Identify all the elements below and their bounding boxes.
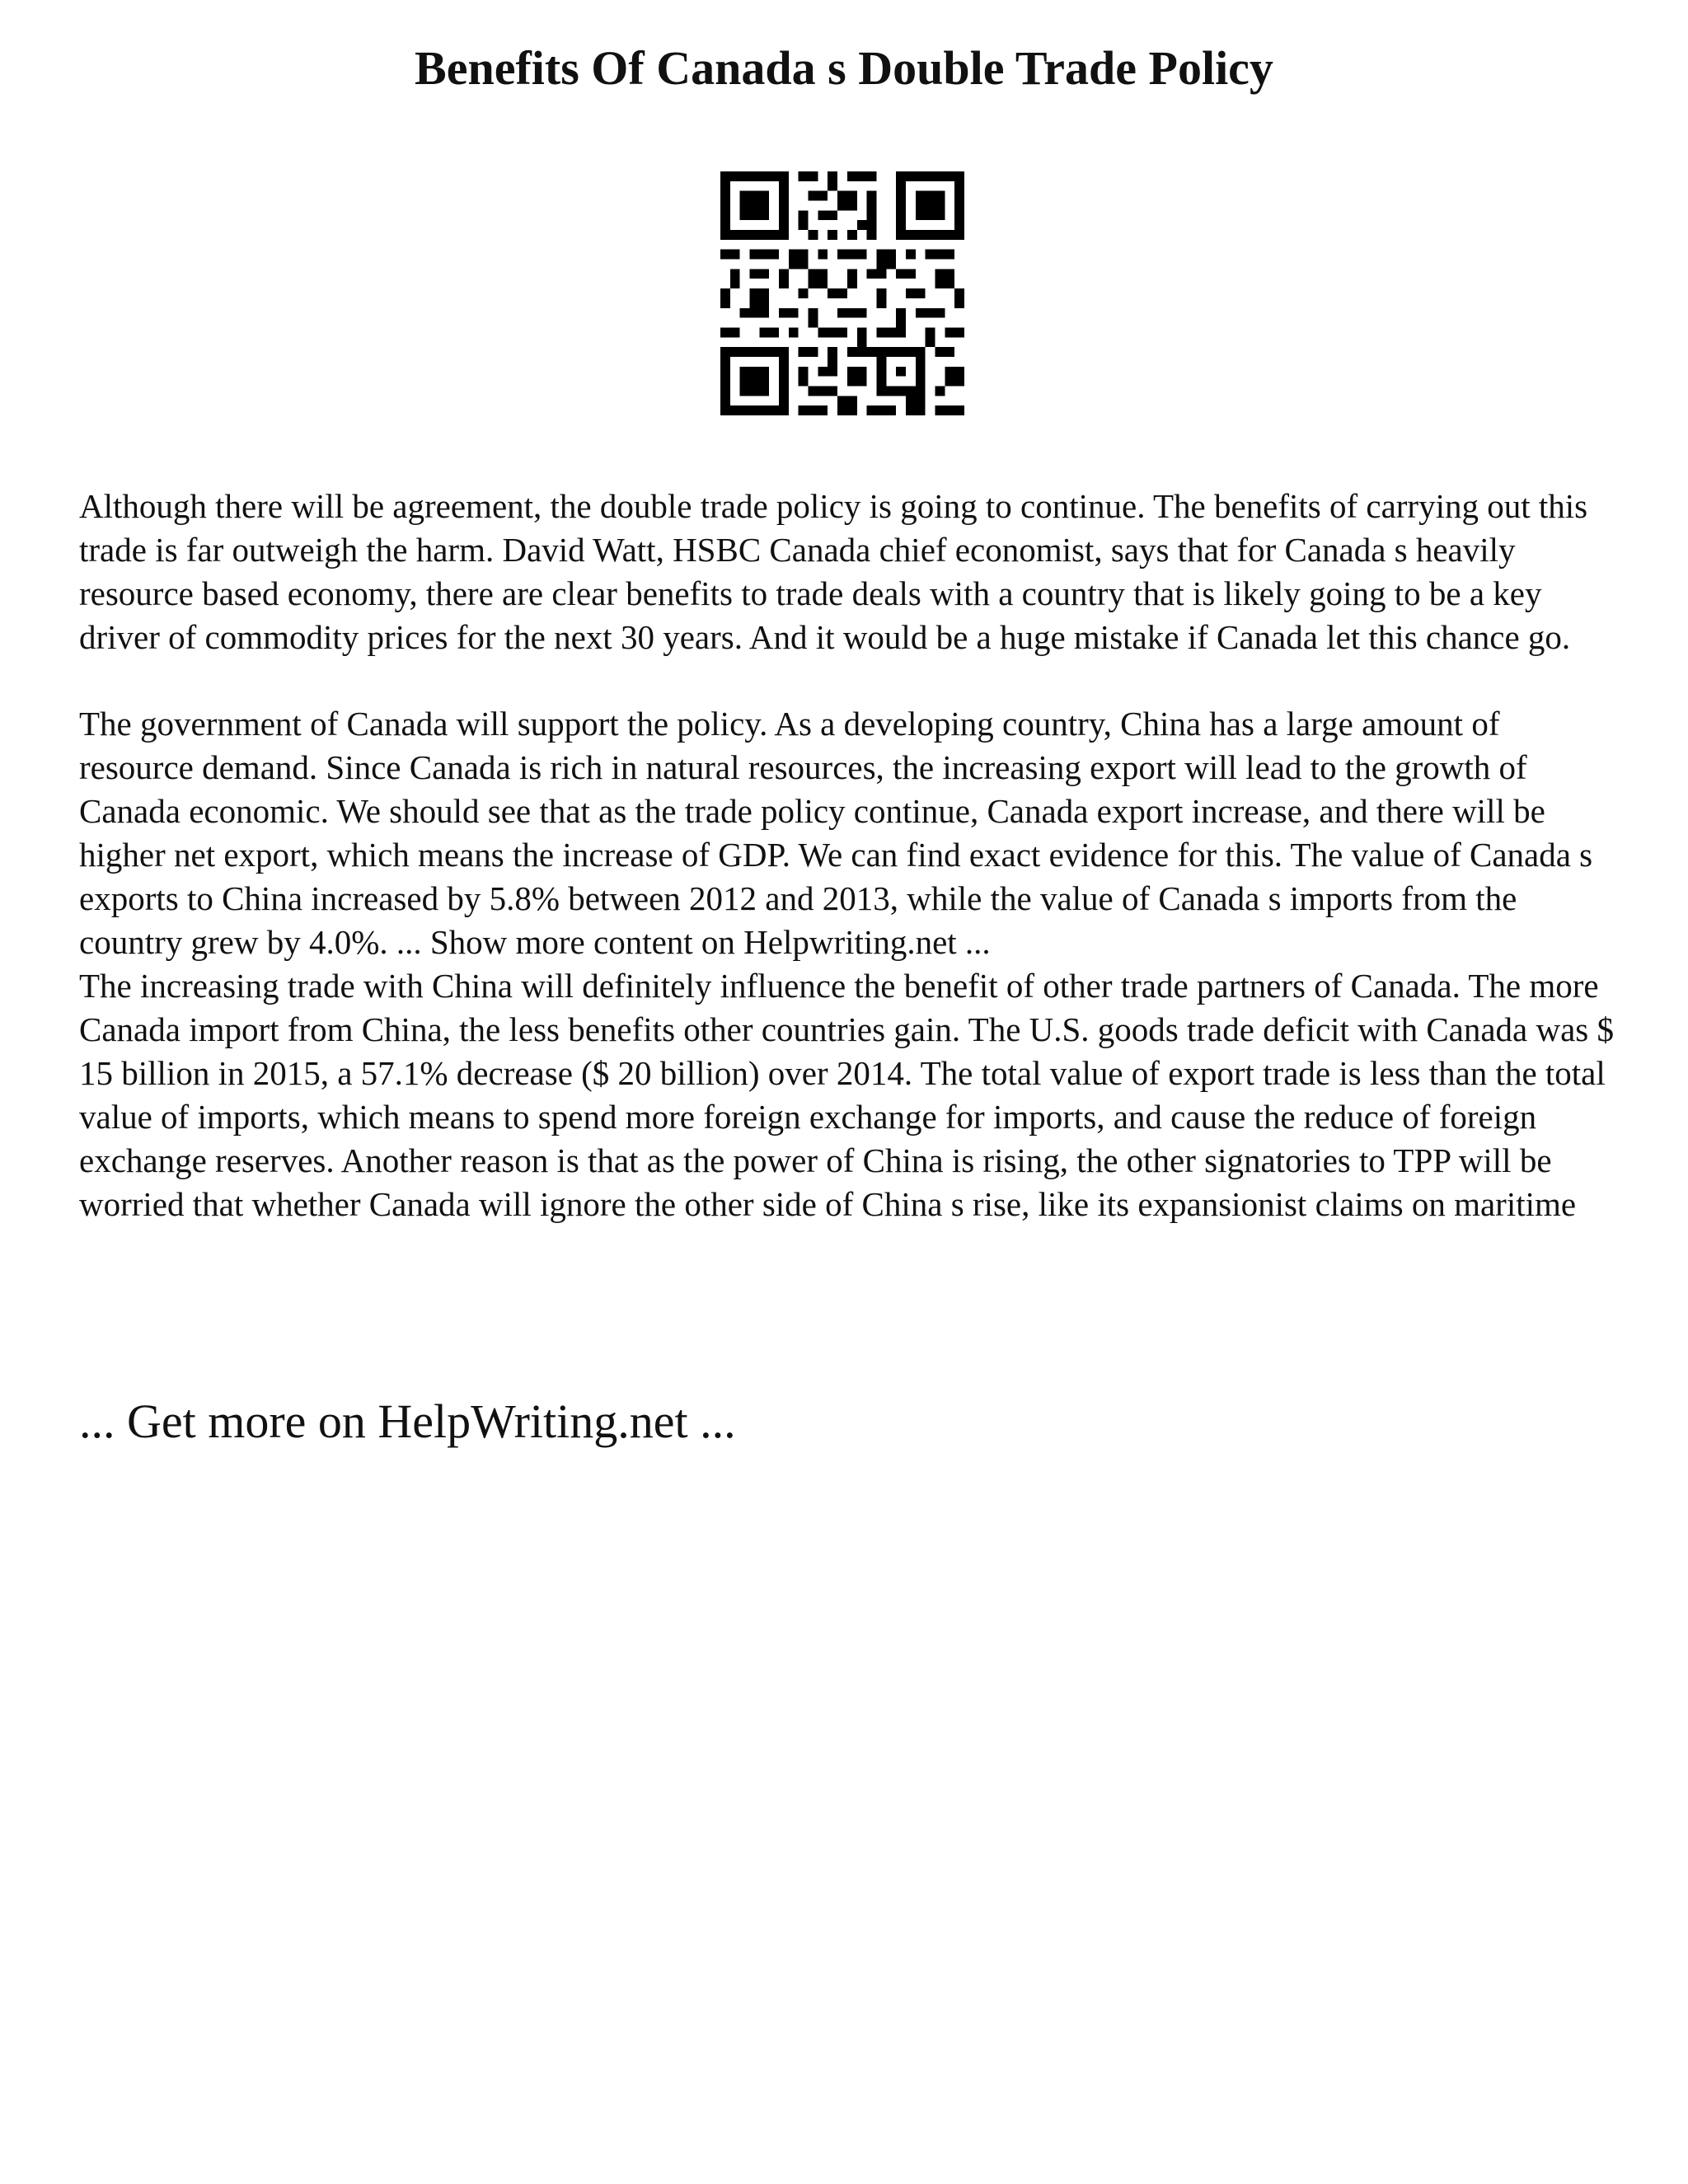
- get-more-link[interactable]: ... Get more on HelpWriting.net ...: [79, 1394, 736, 1448]
- paragraph-3: The increasing trade with China will definitely influence the benefit of other trade partners of Canada. The more Canada import from China, the less benefits other countries gain. The U.S. goods trade deficit with Canada was $ 15 billion in 2015, a 57.1% decrease ($ 20 billion) over 2014. The total value of export trade is less than the total value of imports, which means to spend more foreign exchange for imports, and cause the reduce of foreign exchange reserves. Another reason is that as the power of China is rising, the other signatories to TPP will be worried that whether Canada will ignore the other side of China s rise, like its expansionist claims on maritime: [79, 967, 1615, 1223]
- page-title: Benefits Of Canada s Double Trade Policy: [415, 41, 1273, 95]
- paragraph-spacer: [79, 659, 1620, 702]
- qr-code-icon: [720, 171, 964, 415]
- document-body: [79, 485, 1620, 1226]
- paragraph-2: The government of Canada will support the policy. As a developing country, China has a large amount of resource demand. Since Canada is rich in natural resources, the increasing export will lead to the growth of Canada economic. We should see that as the trade policy continue, Canada export increase, and there will be higher net export, which means the increase of GDP. We can find exact evidence for this. The value of Canada s exports to China increased by 5.8% between 2012 and 2013, while the value of Canada s imports from the country grew by 4.0%. ... Show more content on Helpwriting.net ...: [79, 705, 1593, 961]
- paragraph-1: Although there will be agreement, the double trade policy is going to continue. The benefits of carrying out this trade is far outweigh the harm. David Watt, HSBC Canada chief economist, says that for Canada s heavily resource based economy, there are clear benefits to trade deals with a country that is likely going to be a key driver of commodity prices for the next 30 years. And it would be a huge mistake if Canada let this chance go.: [79, 487, 1588, 656]
